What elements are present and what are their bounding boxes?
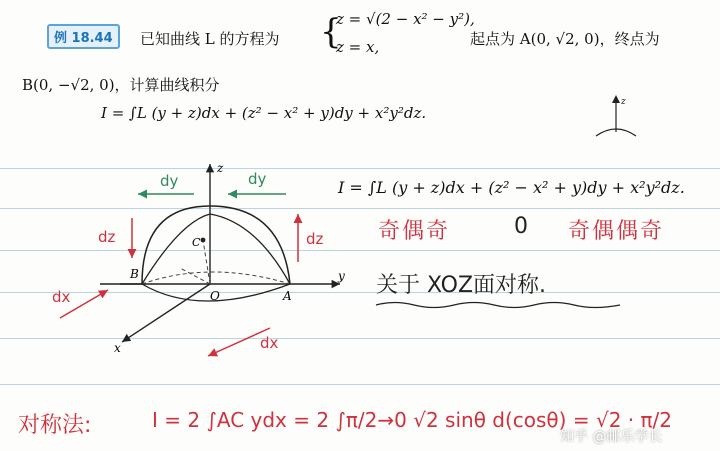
annotation-dx-right: dx [260,334,279,352]
annotation-dy-left: dy [160,172,179,190]
system-brace: { [320,12,342,52]
bottom-method-label: 对称法: [18,413,92,438]
label-b: B [130,267,139,281]
problem-endpoints: 起点为 A(0, √2, 0)，终点为 [470,30,660,48]
sketch-arrow-icon [612,95,620,103]
parity-note-2: 0 [514,214,528,239]
problem-integral: I = ∫L (y + z)dx + (z² − x² + y)dy + x²y²dz. [101,104,427,122]
symmetry-note: 关于 XOZ面对称. [376,273,547,298]
system-line-2: z = x, [336,38,380,56]
watermark: 知乎 @邮乐学长 [560,429,663,445]
sketch-z-label: z [621,97,626,107]
axis-sketch [590,92,640,142]
label-x: x [114,341,121,355]
annotation-dy-right: dy [248,170,267,188]
annotation-dx-left: dx [52,288,71,306]
x-axis [122,284,210,342]
base-back-edge [142,272,290,284]
problem-intro: 已知曲线 L 的方程为 [140,30,280,48]
label-a: A [283,289,292,303]
annotation-dz-right: dz [306,230,324,248]
bottom-formula: I = 2 ∫AC ydx = 2 ∫π/2→0 √2 sinθ d(cosθ) = √2 · π/2 [152,408,672,432]
problem-line-2: B(0, −√2, 0)，计算曲线积分 [22,76,220,94]
projection-line [203,240,210,284]
parity-note-3: 奇偶偶奇 [568,219,665,244]
ruled-line [0,384,720,385]
label-y: y [338,269,345,283]
example-tag: 例 18.44 [47,24,120,49]
notes-integral: I = ∫L (y + z)dx + (z² − x² + y)dy + x²y²dz. [338,178,685,197]
annotation-dz-left: dz [98,228,116,246]
symmetry-underline [374,298,624,312]
curve-l [142,214,290,284]
hemisphere-diagram [30,150,360,365]
parity-note-1: 奇偶奇 [378,219,451,244]
label-z: z [217,161,224,175]
dashed-chord [180,268,210,284]
label-c: C [192,236,201,249]
hemisphere-outline [142,206,290,284]
label-o: O [210,289,220,303]
point-c-dot [201,238,206,243]
system-line-1: z = √(2 − x² − y²), [336,10,475,28]
